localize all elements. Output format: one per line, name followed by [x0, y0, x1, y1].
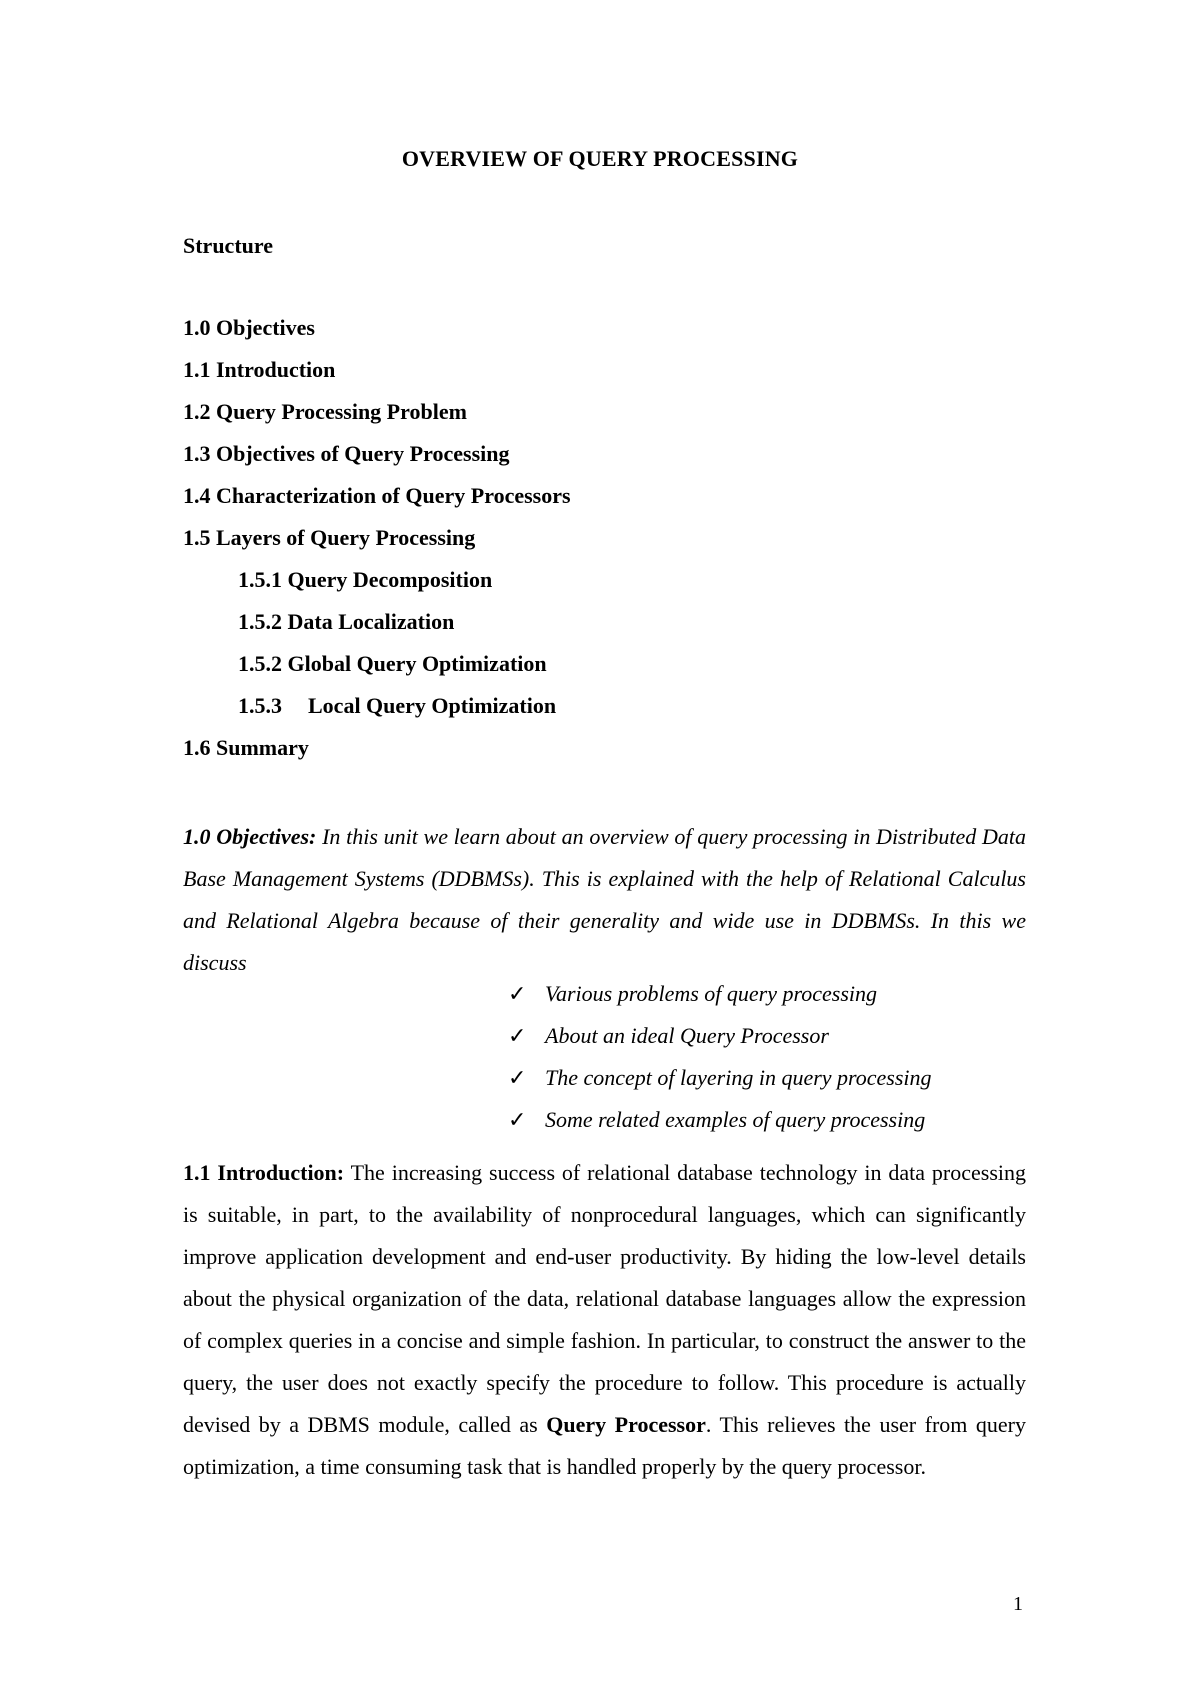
toc-item-text: 1.3 Objectives of Query Processing — [183, 441, 510, 466]
objectives-body: In this unit we learn about an overview of query processing in Distributed Data Base Management Systems (DDBMSs). This is explained with the help of Relational Calculus and Relational Algebra because of their generality and wide use in DDBMSs. In this we discuss — [183, 824, 1026, 975]
toc-item — [183, 524, 571, 566]
toc-item — [183, 356, 571, 398]
checklist-item — [508, 980, 932, 1022]
toc-item — [183, 398, 571, 440]
toc-subitem — [183, 608, 571, 650]
toc-item-text: 1.0 Objectives — [183, 315, 315, 340]
objectives-paragraph — [183, 816, 1026, 984]
toc-subitem — [183, 650, 571, 692]
query-processor-term: Query Processor — [546, 1412, 706, 1437]
introduction-lead: 1.1 Introduction: — [183, 1160, 345, 1185]
toc-item-text: 1.2 Query Processing Problem — [183, 399, 467, 424]
toc-item-label: Local Query Optimization — [308, 693, 557, 718]
toc-item-number: 1.5.3 — [238, 693, 282, 718]
introduction-body-end: . This relieves the user from query optimization, a time consuming task that is handled properly by the query processor. — [183, 1412, 1026, 1479]
objectives-lead: 1.0 Objectives: — [183, 824, 317, 849]
checklist-item-text: The concept of layering in query processing — [545, 1065, 932, 1090]
checklist-item — [508, 1064, 932, 1106]
toc-item — [183, 440, 571, 482]
checkmark-icon: ✓ — [508, 981, 527, 1006]
toc-item — [183, 482, 571, 524]
toc-subitem — [183, 566, 571, 608]
toc-subitem — [183, 692, 571, 734]
checklist-item-text: About an ideal Query Processor — [545, 1023, 829, 1048]
toc-item-text: 1.4 Characterization of Query Processors — [183, 483, 571, 508]
toc-item-text: 1.5 Layers of Query Processing — [183, 525, 476, 550]
toc-item — [183, 734, 571, 776]
checklist-item — [508, 1022, 932, 1064]
checklist-item — [508, 1106, 932, 1148]
checklist-item-text: Some related examples of query processing — [545, 1107, 926, 1132]
checkmark-icon: ✓ — [508, 1107, 527, 1132]
introduction-paragraph — [183, 1152, 1026, 1488]
checkmark-icon: ✓ — [508, 1023, 527, 1048]
structure-heading: Structure — [183, 233, 274, 258]
page-title: OVERVIEW OF QUERY PROCESSING — [401, 146, 799, 171]
toc-item-text: 1.6 Summary — [183, 735, 309, 760]
checkmark-icon: ✓ — [508, 1065, 527, 1090]
objectives-checklist — [508, 980, 932, 1148]
toc-item — [183, 314, 571, 356]
introduction-body: The increasing success of relational database technology in data processing is suitable, in part, to the availability of nonprocedural languages, which can significantly improve application development and end-user productivity. By hiding the low-level details about the physical organization of the data, relational database languages allow the expression of complex queries in a concise and simple fashion. In particular, to construct the answer to the query, the user does not exactly specify the procedure to follow. This procedure is actually devised by a DBMS module, called as — [183, 1160, 1026, 1437]
page-number: 1 — [1013, 1593, 1023, 1615]
table-of-contents — [183, 314, 571, 776]
checklist-item-text: Various problems of query processing — [545, 981, 878, 1006]
toc-item-text: 1.5.2 Global Query Optimization — [238, 651, 547, 676]
toc-item-text: 1.5.1 Query Decomposition — [238, 567, 493, 592]
toc-item-text: 1.1 Introduction — [183, 357, 336, 382]
toc-item-text: 1.5.2 Data Localization — [238, 609, 455, 634]
